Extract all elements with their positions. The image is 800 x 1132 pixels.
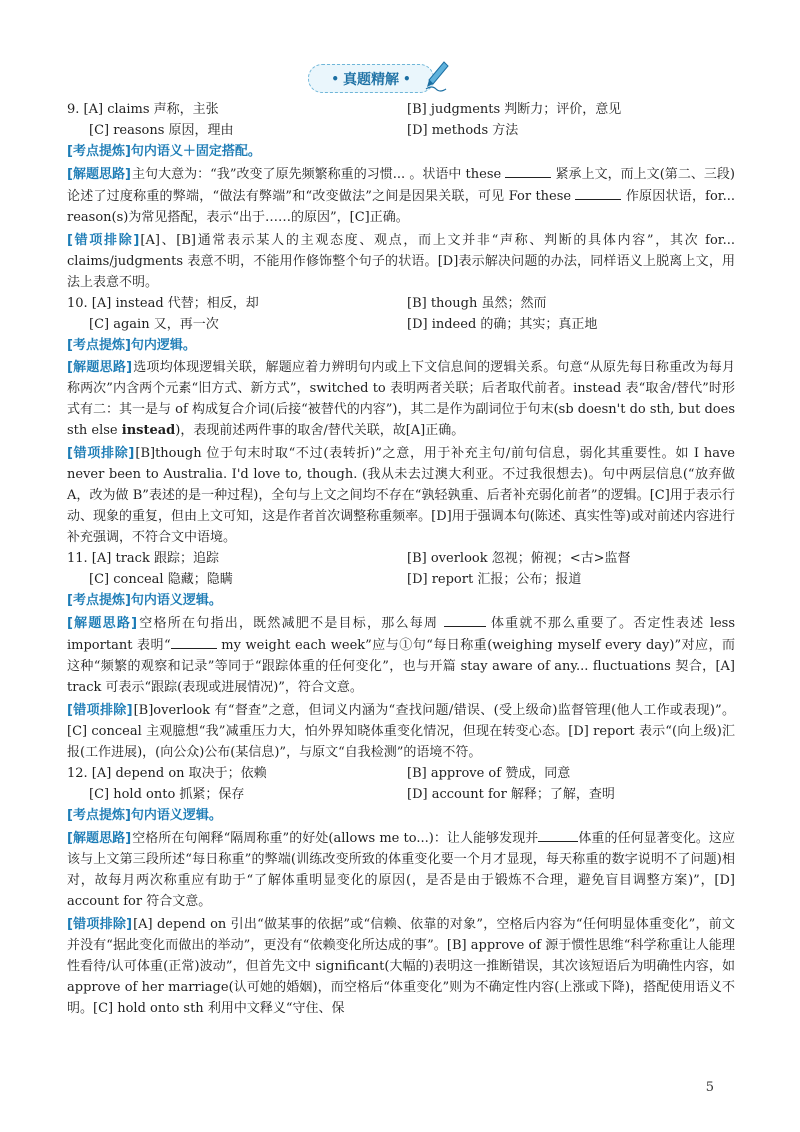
kaodian-line bbox=[67, 141, 735, 163]
kaodian-line bbox=[67, 335, 735, 357]
silu-text: 体重就不那么重要了。否定性表述 less important 表明“ bbox=[67, 616, 736, 653]
page-number: 5 bbox=[705, 1080, 714, 1095]
question-10-options-ab bbox=[67, 293, 735, 314]
silu-paragraph bbox=[67, 827, 735, 912]
paichu-paragraph bbox=[67, 700, 735, 763]
silu-paragraph bbox=[67, 612, 735, 698]
answer-blank bbox=[505, 163, 551, 178]
kaodian-tag: [考点提炼] bbox=[67, 593, 131, 608]
kaodian-tag: [考点提炼] bbox=[67, 338, 131, 353]
option-c: [C] hold onto 抓紧；保存 bbox=[89, 787, 245, 802]
silu-text: 作原因状语，for... reason(s)为常见搭配，表示“出于……的原因”，[C]正确。 bbox=[67, 189, 735, 225]
answer-blank bbox=[444, 612, 486, 627]
option-b: [B] overlook 忽视；俯视；<古>监督 bbox=[407, 551, 631, 566]
option-a: 10. [A] instead 代替；相反，却 bbox=[67, 296, 259, 311]
option-d: [D] methods 方法 bbox=[407, 123, 519, 138]
question-11-options-cd bbox=[67, 569, 735, 590]
question-12-options-cd bbox=[67, 784, 735, 805]
paichu-paragraph bbox=[67, 914, 735, 1019]
kaodian-text: 句内语义＋固定搭配。 bbox=[130, 144, 261, 159]
option-d: [D] indeed 的确；其实；真正地 bbox=[407, 317, 598, 332]
paichu-tag: [错项排除] bbox=[67, 703, 133, 718]
paichu-tag: [错项排除] bbox=[67, 917, 133, 932]
paichu-tag: [错项排除] bbox=[67, 233, 140, 248]
silu-paragraph bbox=[67, 163, 735, 228]
option-c: [C] conceal 隐藏；隐瞒 bbox=[89, 572, 233, 587]
option-b: [B] approve of 赞成，同意 bbox=[407, 766, 571, 781]
option-a: 12. [A] depend on 取决于；依赖 bbox=[67, 766, 267, 781]
paichu-text: [A] depend on 引出“做某事的依据”或“信赖、依靠的对象”，空格后内容为“任何明显体重变化”，前文并没有“据此变化而做出的举动”，更没有“依赖变化所达成的事”。[B] approve of 源于惯性思维“科学称重让人能理性看待/认可体重(正常)波动”，但首先文中 significant(大幅的)表明这一推断错误，其次该短语后为明确性内容，如 approve of her marriage(认可她的婚姻)，而空格后“体重变化”则为不确定性内容(上涨或下降)，搭配使用语义不明。[C] hold onto sth 利用中文释义“守住、保 bbox=[67, 917, 735, 1016]
paichu-paragraph bbox=[67, 443, 735, 548]
question-9-options-cd bbox=[67, 120, 735, 141]
paichu-text: [A]、[B]通常表示某人的主观态度、观点，而上文并非“声称、判断的具体内容”，其次 for... claims/judgments 表意不明，不能用作修饰整个句子的状语。[D]表示解决问题的办法，同样语义上脱离上文，用法上表意不明。 bbox=[67, 233, 735, 290]
bullet-dot: • bbox=[403, 71, 411, 86]
paichu-tag: [错项排除] bbox=[67, 446, 135, 461]
question-10-options-cd bbox=[67, 314, 735, 335]
silu-text: 紧承上文，而上文(第二、三段)论述了过度称重的弊端，“做法有弊端”和“改变做法”之间是因果关联，可见 For these bbox=[67, 167, 735, 204]
question-12-options-ab bbox=[67, 763, 735, 784]
paichu-paragraph bbox=[67, 230, 735, 293]
main-content bbox=[67, 99, 735, 1019]
option-d: [D] account for 解释；了解，查明 bbox=[407, 787, 615, 802]
kaodian-text: 句内语义逻辑。 bbox=[130, 593, 222, 608]
pen-icon bbox=[424, 60, 450, 92]
silu-text: 主句大意为：“我”改变了原先频繁称重的习惯... 。状语中 these bbox=[132, 167, 502, 182]
silu-text: my weight each week”应与①句“每日称重(weighing myself every day)”对应，而这种“频繁的观察和记录”等同于“跟踪体重的任何变化”，也与开篇 stay aware of any... fluctuations 契合，[A] track 可表示“跟踪(表现或进展情况)”，符合文意。 bbox=[67, 638, 736, 695]
silu-text: )，表现前述两件事的取舍/替代关联，故[A]正确。 bbox=[175, 423, 465, 438]
kaodian-line bbox=[67, 805, 735, 827]
silu-tag: [解题思路] bbox=[67, 616, 138, 631]
silu-text: 空格所在句指出，既然减肥不是目标，那么每周 bbox=[138, 616, 439, 631]
answer-blank bbox=[538, 827, 578, 842]
silu-text: 空格所在句阐释“隔周称重”的好处(allows me to...)：让人能够发现并 bbox=[132, 831, 539, 846]
option-c: [C] again 又，再一次 bbox=[89, 317, 219, 332]
paichu-text: [B]though 位于句末时取“不过(表转折)”之意，用于补充主句/前句信息，弱化其重要性。如 I have never been to Australia. I'd love to, though. (我从未去过澳大利亚。不过我很想去)。句中两层信息(“放弃做 A，改为做 B”表述的是一种过程)，全句与上文之间均不存在“孰轻孰重、后者补充弱化前者”的逻辑。[C]用于表示行动、现象的重复，但由上文可知，这是作者首次调整称重频率。[D]用于强调本句(陈述、真实性等)或对前述内容进行补充强调，不符合文中语境。 bbox=[67, 446, 735, 545]
question-9-options-ab bbox=[67, 99, 735, 120]
section-banner bbox=[308, 64, 434, 93]
silu-tag: [解题思路] bbox=[67, 167, 131, 182]
section-title: 真题精解 bbox=[343, 71, 399, 88]
option-b: [B] though 虽然；然而 bbox=[407, 296, 547, 311]
kaodian-text: 句内语义逻辑。 bbox=[130, 808, 222, 823]
silu-text: 体重的任何显著变化。这应该与上文第三段所述“每日称重”的弊端(训练改变所致的体重变化要一个月才显现，每天称重的数字说明不了问题)相对，故每月两次称重应有助于“了解体重明显变化的原因(，是否是由于锻炼不合理，避免盲目调整方案)”，[D] account for 符合文意。 bbox=[67, 831, 735, 909]
option-b: [B] judgments 判断力；评价，意见 bbox=[407, 102, 622, 117]
option-d: [D] report 汇报；公布；报道 bbox=[407, 572, 582, 587]
silu-text: 选项均体现逻辑关联，解题应着力辨明句内或上下文信息间的逻辑关系。句意“从原先每日称重改为每月称两次”内含两个元素“旧方式、新方式”，switched to 表明两者关联；后者取代前者。instead 表“取舍/替代”时形式有二：其一是与 of 构成复合介词(后接“被替代的内容”)，其二是作为副词位于句末(sb doesn't do sth, but does sth else bbox=[67, 360, 735, 438]
kaodian-tag: [考点提炼] bbox=[67, 808, 131, 823]
bullet-dot: • bbox=[331, 71, 339, 86]
kaodian-line bbox=[67, 590, 735, 612]
answer-blank bbox=[171, 634, 217, 649]
silu-paragraph bbox=[67, 357, 735, 441]
option-a: 11. [A] track 跟踪；追踪 bbox=[67, 551, 219, 566]
answer-blank bbox=[575, 185, 621, 200]
option-a: 9. [A] claims 声称，主张 bbox=[67, 102, 219, 117]
silu-tag: [解题思路] bbox=[67, 831, 132, 846]
paichu-text: [B]overlook 有“督查”之意，但词义内涵为“查找问题/错误、(受上级命)监督管理(他人工作或表现)”。[C] conceal 主观臆想“我”减重压力大，怕外界知晓体重变化情况，但现在转变心态。[D] report 表示“(向上级)汇报(工作进展)，(向公众)公布(某信息)”，与原文“自我检测”的语境不符。 bbox=[67, 703, 735, 760]
silu-bold-word: instead bbox=[121, 423, 176, 438]
question-11-options-ab bbox=[67, 548, 735, 569]
kaodian-tag: [考点提炼] bbox=[67, 144, 131, 159]
kaodian-text: 句内逻辑。 bbox=[130, 338, 196, 353]
silu-tag: [解题思路] bbox=[67, 360, 133, 375]
option-c: [C] reasons 原因，理由 bbox=[89, 123, 234, 138]
